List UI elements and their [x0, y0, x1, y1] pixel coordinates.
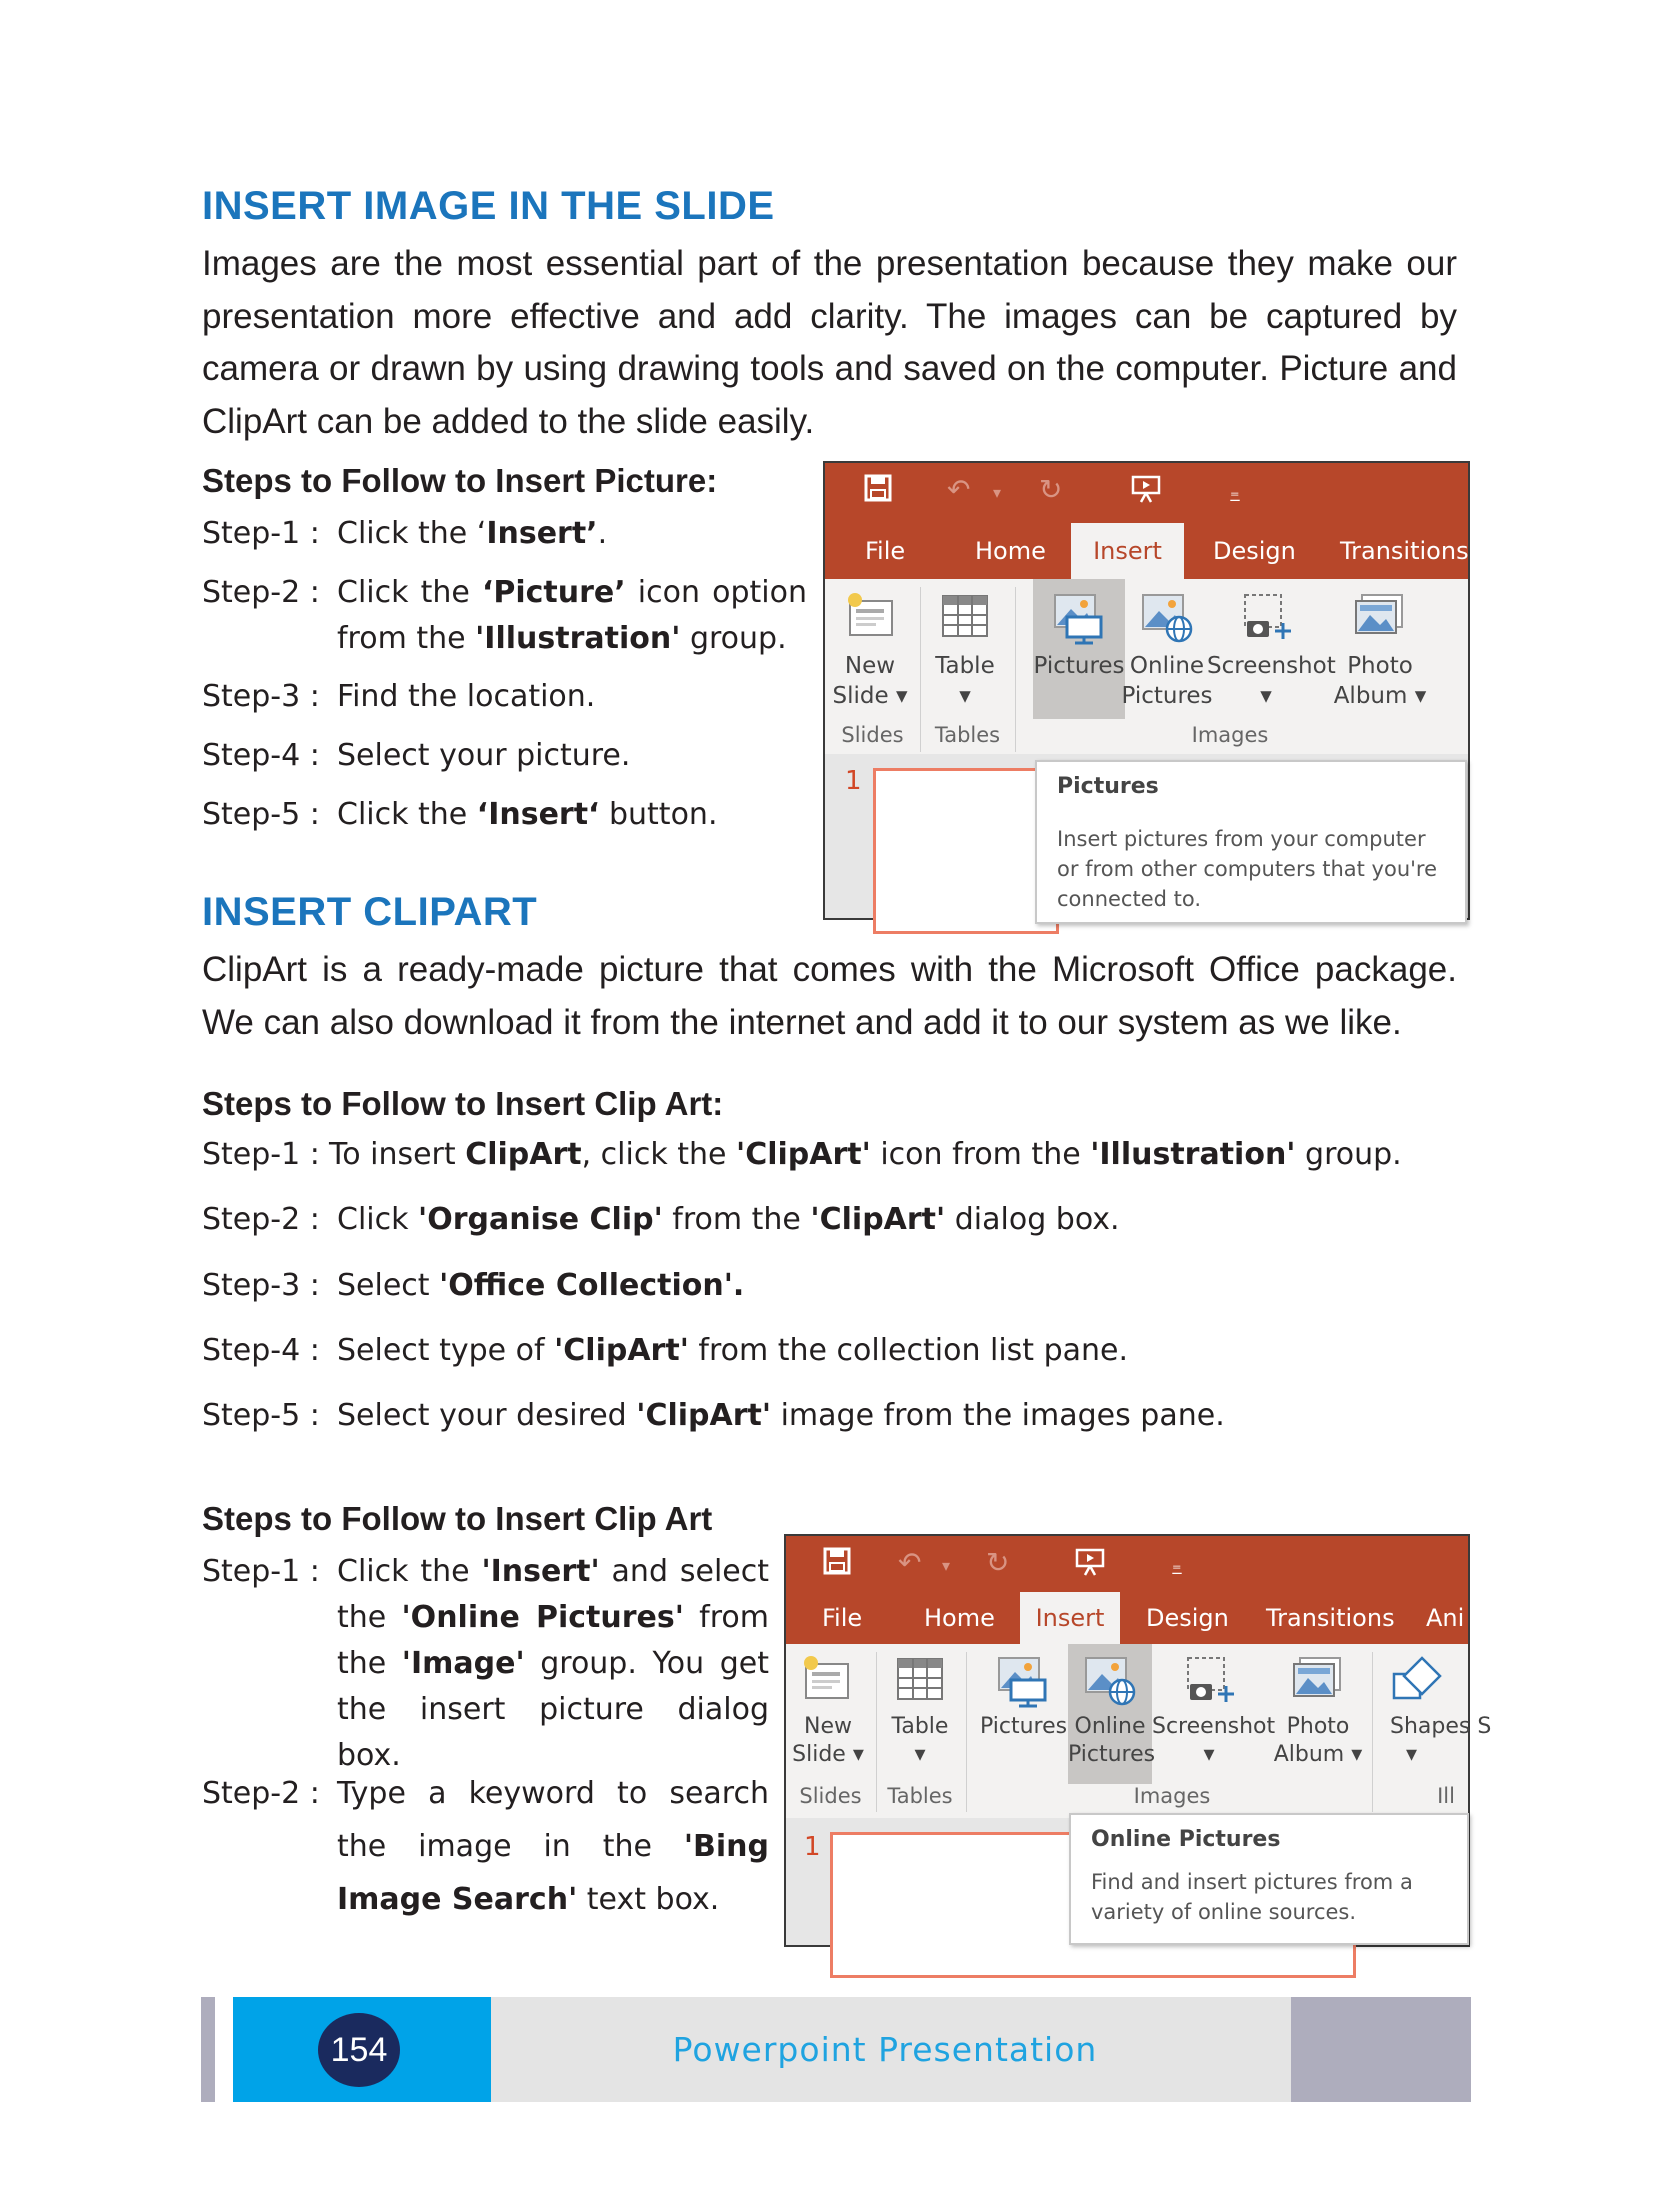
- tab-file[interactable]: File: [865, 537, 906, 565]
- group-label-tables: Tables: [934, 723, 1001, 747]
- step-label: Step-3 :: [202, 1268, 320, 1303]
- step-label: Step-1 :: [202, 516, 320, 551]
- ribbon-body: [825, 579, 1468, 754]
- ribbon-screenshot-online-pictures: [784, 1534, 1492, 1947]
- table-button[interactable]: [925, 579, 1005, 719]
- footer-left-stripe: [201, 1997, 215, 2102]
- pictures-icon: [1051, 591, 1107, 645]
- new-label: New: [844, 653, 896, 679]
- photo-album-icon: [1352, 591, 1408, 645]
- pictures-button[interactable]: [1033, 579, 1125, 719]
- step-item: [202, 733, 822, 783]
- tab-transitions[interactable]: Transitions: [1266, 1604, 1395, 1632]
- group-label-images: Images: [1191, 723, 1269, 747]
- online-pictures-button[interactable]: [1068, 1644, 1156, 1784]
- step-label: Step-2 :: [202, 575, 320, 610]
- redo-icon[interactable]: ↻: [1039, 473, 1063, 506]
- step-item: [202, 511, 822, 561]
- save-icon[interactable]: [822, 1546, 852, 1584]
- slide-number: 1: [845, 766, 862, 796]
- tooltip-title: Pictures: [1057, 774, 1159, 799]
- undo-icon[interactable]: ↶: [898, 1546, 922, 1579]
- tab-insert[interactable]: Insert: [1071, 523, 1184, 579]
- chevron-down-icon: ▾: [1203, 1742, 1215, 1767]
- new-slide-button[interactable]: [830, 579, 910, 719]
- step-label: Step-2 :: [202, 1202, 320, 1237]
- photo-album-icon: [1290, 1654, 1346, 1708]
- new-slide-button[interactable]: [788, 1644, 868, 1784]
- ribbon-body: [786, 1644, 1492, 1816]
- group-divider: [966, 1652, 967, 1812]
- online-label: Online: [1129, 653, 1205, 679]
- online-label: Online: [1074, 1714, 1146, 1739]
- steps-heading-insert-clip-art-online: Steps to Follow to Insert Clip Art: [202, 1500, 713, 1537]
- online-pictures-icon: [1139, 591, 1195, 645]
- step-item: [202, 1132, 1462, 1182]
- step-item: [202, 1767, 782, 1927]
- tab-design[interactable]: Design: [1146, 1604, 1229, 1632]
- tooltip-online-pictures: [1069, 1813, 1469, 1945]
- customize-toolbar-icon[interactable]: ₌̲: [1230, 481, 1240, 502]
- photo-label: Photo: [1347, 653, 1413, 679]
- new-slide-icon: [846, 591, 896, 641]
- pictures-icon: [995, 1654, 1051, 1708]
- step-label: Step-2 :: [202, 1776, 320, 1811]
- undo-dropdown-icon[interactable]: ▾: [942, 1556, 951, 1575]
- tab-home[interactable]: Home: [924, 1604, 995, 1632]
- step-label: Step-5 :: [202, 797, 320, 832]
- group-divider: [876, 1652, 877, 1812]
- tab-home[interactable]: Home: [975, 537, 1046, 565]
- step-text: Select 'Office Collection'.: [337, 1268, 745, 1303]
- slide-label: Slide ▾: [832, 683, 908, 709]
- step-text: Click the ‘Picture’ icon option from the 'Illustration' group.: [337, 575, 807, 656]
- ribbon-screenshot-pictures: [823, 461, 1470, 920]
- chevron-down-icon: ▾: [959, 683, 971, 709]
- group-divider: [920, 587, 921, 752]
- steps-heading-insert-picture: Steps to Follow to Insert Picture:: [202, 462, 718, 499]
- undo-icon[interactable]: ↶: [947, 473, 971, 506]
- start-slideshow-icon[interactable]: [1074, 1546, 1106, 1586]
- new-label: New: [804, 1714, 852, 1739]
- intro-paragraph: Images are the most essential part of the presentation because they make our presentation more effective and add clarity. The images can be captured by camera or drawn by using drawing tools and saved on the computer. Picture and ClipArt can be added to the slide easily.: [202, 244, 1457, 441]
- clipart-paragraph: ClipArt is a ready-made picture that comes with the Microsoft Office package. We can also download it from the internet and add it to our system as we like.: [202, 950, 1457, 1042]
- group-label-slides: Slides: [841, 723, 904, 747]
- tab-design[interactable]: Design: [1213, 537, 1296, 565]
- online-pictures-label: Pictures: [1121, 683, 1213, 709]
- slide-label: Slide ▾: [792, 1742, 864, 1767]
- screenshot-button[interactable]: [1207, 579, 1336, 719]
- page-number: 154: [318, 2013, 400, 2087]
- step-text: Click 'Organise Clip' from the 'ClipArt' dialog box.: [337, 1202, 1120, 1237]
- step-text: Select your desired 'ClipArt' image from the images pane.: [337, 1398, 1225, 1433]
- album-label: Album ▾: [1273, 1742, 1363, 1767]
- online-pictures-icon: [1082, 1654, 1138, 1708]
- redo-icon[interactable]: ↻: [986, 1546, 1010, 1579]
- pictures-label: Pictures: [1033, 653, 1125, 679]
- quick-access-toolbar: [825, 463, 1468, 523]
- step-item: [202, 792, 822, 842]
- step-text: Click the 'Insert' and select the 'Online Pictures' from the 'Image' group. You get the insert picture dialog box.: [337, 1554, 769, 1773]
- step-label: Step-3 :: [202, 679, 320, 714]
- photo-label: Photo: [1286, 1714, 1350, 1739]
- footer-title: Powerpoint Presentation: [672, 2030, 1098, 2069]
- step-text: Click the ‘Insert’.: [337, 516, 608, 551]
- screenshot-icon: [1182, 1654, 1238, 1708]
- table-button[interactable]: [880, 1644, 960, 1784]
- online-pictures-button[interactable]: [1121, 579, 1213, 719]
- ribbon-tabs: [786, 1592, 1468, 1644]
- shapes-icon: [1390, 1654, 1446, 1708]
- start-slideshow-icon[interactable]: [1130, 473, 1162, 513]
- table-icon: [940, 591, 990, 641]
- step-item: [202, 1197, 1462, 1247]
- chevron-down-icon: ▾: [1260, 683, 1272, 709]
- step-item: [202, 1328, 1462, 1378]
- step-label: Step-1 :: [202, 1137, 320, 1172]
- customize-toolbar-icon[interactable]: ₌̲: [1172, 1554, 1182, 1575]
- photo-album-button[interactable]: [1330, 579, 1430, 719]
- screenshot-label: Screenshot: [1207, 653, 1336, 679]
- step-text: Click the ‘Insert‘ button.: [337, 797, 718, 832]
- section-heading-insert-clipart: INSERT CLIPART: [202, 890, 538, 934]
- step-text: To insert ClipArt, click the 'ClipArt' icon from the 'Illustration' group.: [329, 1137, 1402, 1172]
- step-label: Step-5 :: [202, 1398, 320, 1433]
- step-text: Find the location.: [337, 679, 596, 714]
- slide-number: 1: [804, 1832, 821, 1862]
- tooltip-description: Insert pictures from your computer or from other computers that you're connected to.: [1057, 827, 1437, 911]
- shapes-label: Shapes S: [1390, 1714, 1492, 1739]
- step-item: [202, 1549, 782, 1773]
- group-label-tables: Tables: [887, 1784, 953, 1808]
- new-slide-icon: [802, 1654, 852, 1704]
- steps-heading-insert-clip-art: Steps to Follow to Insert Clip Art:: [202, 1085, 724, 1122]
- tab-file[interactable]: File: [822, 1604, 863, 1632]
- photo-album-button[interactable]: [1270, 1644, 1366, 1784]
- group-label-slides: Slides: [799, 1784, 862, 1808]
- step-text: Select type of 'ClipArt' from the collection list pane.: [337, 1333, 1129, 1368]
- tab-transitions[interactable]: Transitions: [1340, 537, 1469, 565]
- chevron-down-icon: ▾: [914, 1742, 926, 1767]
- undo-dropdown-icon[interactable]: ▾: [993, 483, 1002, 502]
- tooltip-description: Find and insert pictures from a variety of online sources.: [1091, 1870, 1413, 1924]
- step-text: Type a keyword to search the image in the 'Bing Image Search' text box.: [337, 1776, 769, 1917]
- table-label: Table: [935, 653, 995, 679]
- shapes-button[interactable]: [1378, 1644, 1492, 1784]
- tooltip-pictures: [1035, 760, 1467, 924]
- ribbon-tabs: [825, 523, 1468, 579]
- pictures-button[interactable]: [980, 1644, 1066, 1784]
- group-divider: [1015, 587, 1016, 752]
- step-label: Step-4 :: [202, 738, 320, 773]
- online-pictures-label: Pictures: [1068, 1742, 1156, 1767]
- group-label-illustrations: Ill: [1437, 1784, 1455, 1808]
- group-label-images: Images: [1133, 1784, 1211, 1808]
- table-icon: [895, 1654, 945, 1704]
- album-label: Album ▾: [1333, 683, 1427, 709]
- step-label: Step-1 :: [202, 1554, 320, 1589]
- pictures-label: Pictures: [980, 1714, 1068, 1739]
- screenshot-button[interactable]: [1152, 1644, 1276, 1784]
- step-item: [202, 570, 822, 666]
- chevron-down-icon: ▾: [1406, 1742, 1418, 1767]
- footer-right-block: [1291, 1997, 1471, 2102]
- step-text: Select your picture.: [337, 738, 631, 773]
- step-item: [202, 1393, 1462, 1443]
- screenshot-label: Screenshot: [1152, 1714, 1276, 1739]
- tab-insert[interactable]: Insert: [1020, 1592, 1120, 1644]
- step-label: Step-4 :: [202, 1333, 320, 1368]
- section-heading-insert-image: INSERT IMAGE IN THE SLIDE: [202, 184, 775, 228]
- screenshot-icon: [1239, 591, 1295, 645]
- table-label: Table: [891, 1714, 949, 1739]
- tab-animations[interactable]: Ani: [1426, 1604, 1465, 1632]
- slide-thumbnail[interactable]: [873, 768, 1059, 934]
- quick-access-toolbar: [786, 1536, 1468, 1592]
- step-item: [202, 1263, 1462, 1313]
- step-item: [202, 674, 822, 724]
- save-icon[interactable]: [863, 473, 893, 511]
- tooltip-title: Online Pictures: [1091, 1827, 1281, 1852]
- group-divider: [1372, 1652, 1373, 1812]
